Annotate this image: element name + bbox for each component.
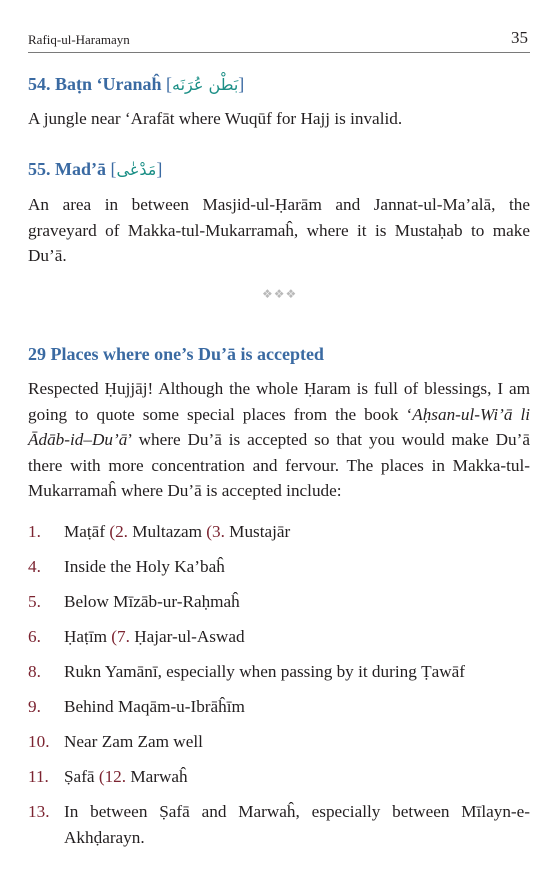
intro-book-title: Aḥsan-ul-Wi’ā li Ādāb-id–Du’ā <box>28 404 531 449</box>
list-item-number: 4. <box>28 557 41 576</box>
intro-text-2: ’ where Du’ā is accepted so that you would make Du’ā there with more concentration and fervour. The places in Makka-tul-Mukarramaĥ where Du’ā is accepted include: <box>28 430 530 500</box>
entry-heading-55 <box>28 159 162 180</box>
bracket-open: [ <box>166 74 173 94</box>
list-item-text: Behind Maqām-u-Ibrāĥīm <box>64 697 245 716</box>
list-item-text: Inside the Holy Ka’baĥ <box>64 557 225 576</box>
list-item-text <box>64 624 530 650</box>
list-item-number: (12. <box>98 767 127 786</box>
list-item-number: 6. <box>28 627 41 646</box>
section-intro <box>28 376 530 504</box>
list-item-text: Rukn Yamānī, especially when passing by it during Ṭawāf <box>64 662 465 681</box>
place-name: Maṭāf <box>64 522 106 541</box>
list-item-number: 1. <box>28 522 41 541</box>
entry-description-55: An area in between Masjid-ul-Ḥarām and Jannat-ul-Ma’alā, the graveyard of Makka-tul-Mukarramaĥ, where it is Mustaḥab to make Du’ā. <box>28 195 530 265</box>
list-item-text: Below Mīzāb-ur-Raḥmaĥ <box>64 592 240 611</box>
place-name: Ṣafā <box>64 767 95 786</box>
list-item-text <box>64 764 530 790</box>
list-item-number: 9. <box>28 697 41 716</box>
place-name: Ḥaṭīm <box>64 627 107 646</box>
place-name: Ḥajar-ul-Aswad <box>134 627 245 646</box>
entry-heading-54 <box>28 74 244 95</box>
list-item-number: 13. <box>28 802 50 821</box>
list-item-number: 5. <box>28 592 41 611</box>
page-number: 35 <box>511 28 528 47</box>
list-item-number: 10. <box>28 732 50 751</box>
entry-arabic-text: بَطْن عُرَنَه <box>172 75 239 94</box>
page-header <box>28 26 530 53</box>
list-item-text: Near Zam Zam well <box>64 732 203 751</box>
section-heading: 29 Places where one’s Du’ā is accepted <box>28 344 324 364</box>
entry-arabic-text: مَدْعٰی <box>116 160 157 179</box>
entry-heading-text: 55. Mad’ā <box>28 159 106 179</box>
place-name: Marwaĥ <box>130 767 188 786</box>
list-item-number: (2. <box>109 522 128 541</box>
entry-description-54: A jungle near ‘Arafāt where Wuqūf for Hajj is invalid. <box>28 109 403 128</box>
list-item-number: 11. <box>28 767 49 786</box>
section-divider: ❖❖❖ <box>262 287 298 301</box>
list-item-number: 8. <box>28 662 41 681</box>
bracket-close: ] <box>238 74 245 94</box>
place-name: Multazam <box>132 522 202 541</box>
list-item-number: (3. <box>206 522 225 541</box>
list-item-text: In between Ṣafā and Marwaĥ, especially between Mīlayn-e-Akhḍarayn. <box>64 802 530 847</box>
intro-text-1: Respected Ḥujjāj! Although the whole Ḥaram is full of blessings, I am going to quote some special places from the book ‘ <box>28 379 530 424</box>
place-name: Mustajār <box>229 522 291 541</box>
bracket-open: [ <box>110 159 117 179</box>
entry-heading-text: 54. Baṭn ‘Uranaĥ <box>28 74 162 94</box>
book-title: Rafiq-ul-Haramayn <box>28 32 130 47</box>
bracket-close: ] <box>156 159 163 179</box>
list-item-number: (7. <box>111 627 130 646</box>
list-item-text <box>64 519 530 545</box>
